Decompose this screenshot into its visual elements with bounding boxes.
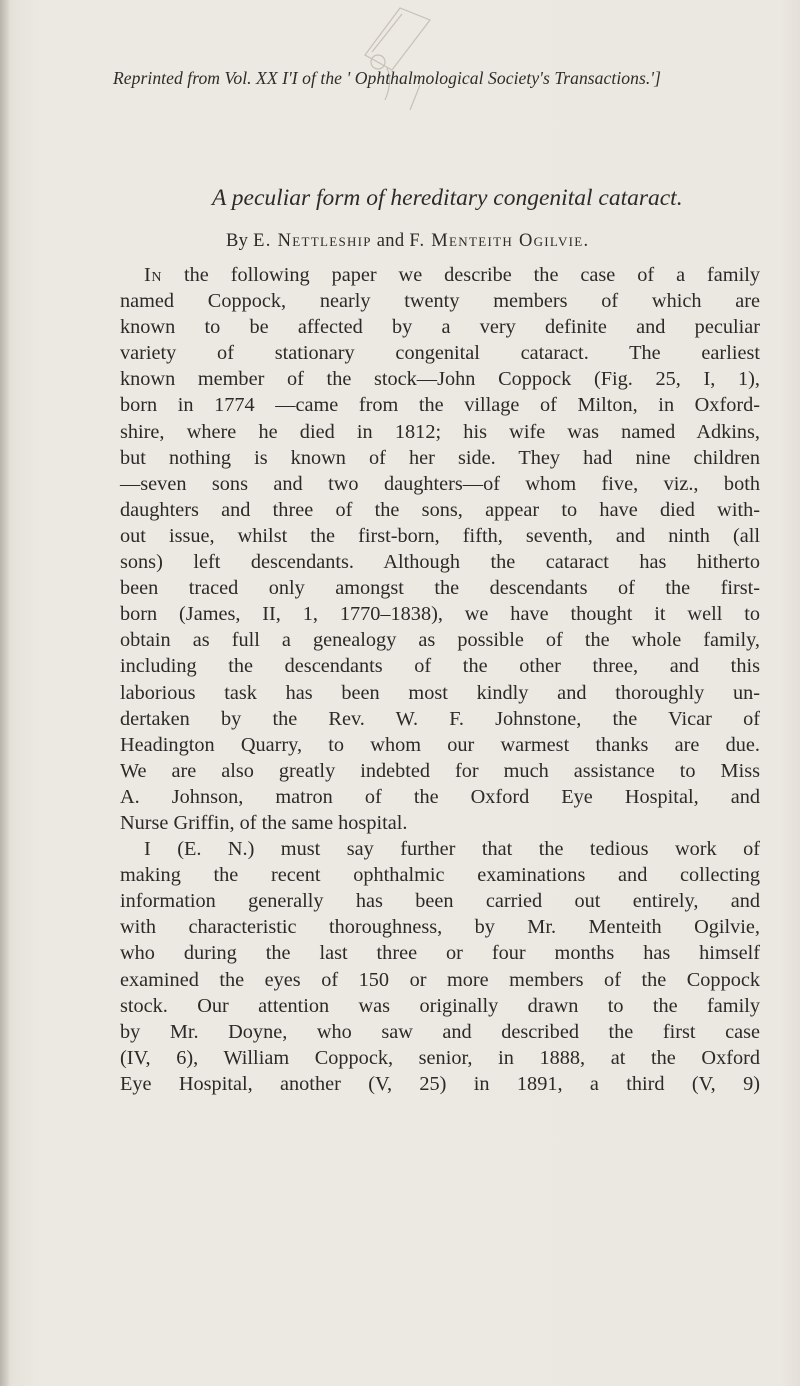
body-line: born in 1774 —came from the village of Milton, in Oxford- <box>120 394 760 417</box>
body-line: including the descendants of the other three, and this <box>120 655 760 678</box>
body-line: known member of the stock—John Coppock (Fig. 25, I, 1), <box>120 368 760 391</box>
body-line: In the following paper we describe the case of a family <box>144 264 760 286</box>
body-line: dertaken by the Rev. W. F. Johnstone, the Vicar of <box>120 707 760 730</box>
body-line: We are also greatly indebted for much assistance to Miss <box>120 759 760 782</box>
body-line: I (E. N.) must say further that the tedious work of <box>144 838 760 861</box>
paragraph-lead-word: In <box>144 264 163 286</box>
author-ogilvie: F. Menteith Ogilvie. <box>409 231 590 251</box>
body-line: Headington Quarry, to whom our warmest thanks are due. <box>120 733 760 756</box>
body-line: out issue, whilst the first-born, fifth, seventh, and ninth (all <box>120 524 760 547</box>
body-line: examined the eyes of 150 or more members of the Coppock <box>120 968 760 991</box>
body-line: stock. Our attention was originally drawn to the family <box>120 994 760 1017</box>
body-line: born (James, II, 1, 1770–1838), we have thought it well to <box>120 603 760 626</box>
body-line: shire, where he died in 1812; his wife was named Adkins, <box>120 420 760 443</box>
author-nettleship: E. Nettleship <box>253 231 372 251</box>
body-line: been traced only amongst the descendants of the first- <box>120 577 760 600</box>
body-line: information generally has been carried out entirely, and <box>120 890 760 913</box>
body-line: laborious task has been most kindly and thoroughly un- <box>120 681 760 704</box>
body-line: with characteristic thoroughness, by Mr. Menteith Ogilvie, <box>120 916 760 939</box>
body-line: (IV, 6), William Coppock, senior, in 1888, at the Oxford <box>120 1046 760 1069</box>
byline-prefix: By <box>226 231 249 251</box>
body-line: making the recent ophthalmic examinations and collecting <box>120 864 760 887</box>
page-edge-shadow <box>0 0 10 1386</box>
body-line: Nurse Griffin, of the same hospital. <box>120 811 408 834</box>
body-line: known to be affected by a very definite and peculiar <box>120 316 760 339</box>
library-stamp-mark <box>330 0 440 120</box>
article-byline <box>226 231 786 252</box>
body-line: variety of stationary congenital cataract. The earliest <box>120 342 760 365</box>
body-line: obtain as full a genealogy as possible of the whole family, <box>120 629 760 652</box>
body-line: daughters and three of the sons, appear to have died with- <box>120 498 760 521</box>
byline-and: and <box>376 231 405 251</box>
body-line: sons) left descendants. Although the cataract has hitherto <box>120 551 760 574</box>
body-line: A. Johnson, matron of the Oxford Eye Hospital, and <box>120 785 760 808</box>
body-line: —seven sons and two daughters—of whom five, viz., both <box>120 472 760 495</box>
reprint-header: Reprinted from Vol. XX I'I of the ' Ophthalmological Society's Transactions.'] <box>113 68 662 88</box>
body-line: Eye Hospital, another (V, 25) in 1891, a third (V, 9) <box>120 1072 760 1095</box>
article-title: A peculiar form of hereditary congenital cataract. <box>212 185 683 211</box>
article-body <box>120 262 760 1097</box>
body-line: named Coppock, nearly twenty members of which are <box>120 290 760 313</box>
body-line: but nothing is known of her side. They had nine children <box>120 446 760 469</box>
body-line: by Mr. Doyne, who saw and described the first case <box>120 1020 760 1043</box>
body-line: who during the last three or four months has himself <box>120 942 760 965</box>
